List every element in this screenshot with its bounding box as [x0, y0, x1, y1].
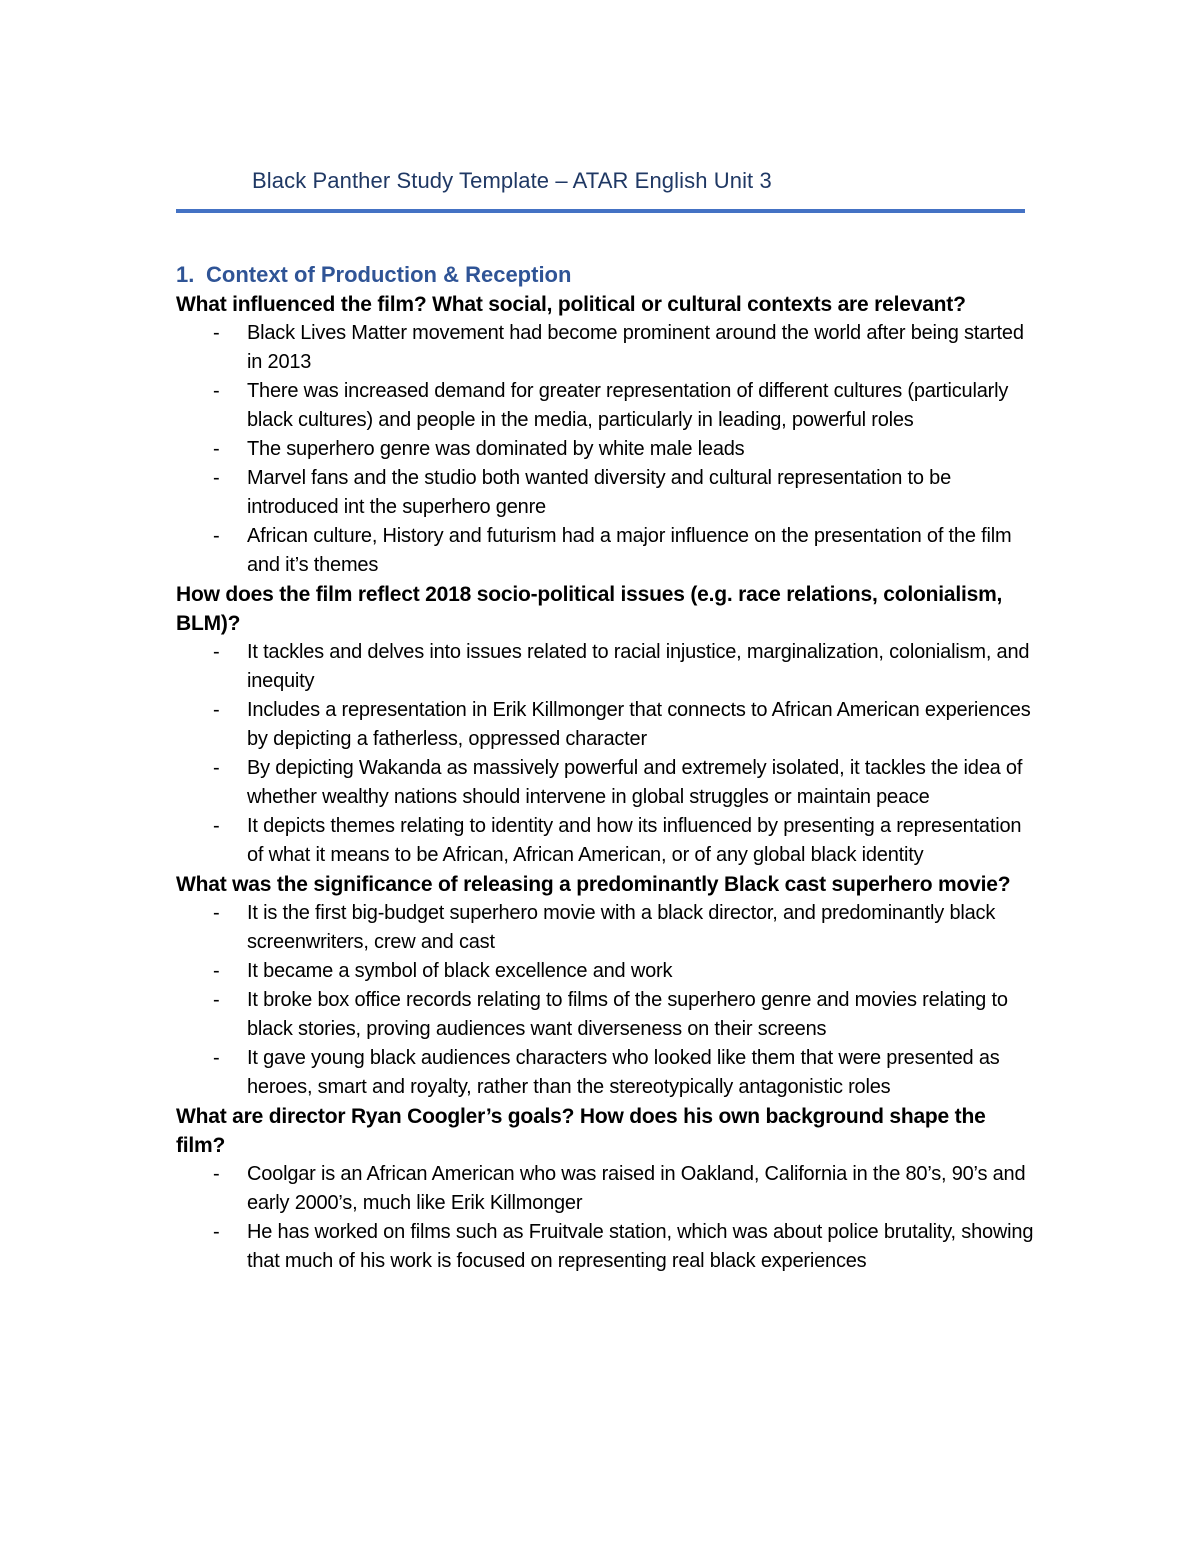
document-body: [176, 260, 1036, 1276]
bullet-text: It broke box office records relating to films of the superhero genre and movies relating to black stories, proving audiences want diverseness on their screens: [247, 989, 1008, 1040]
bullet-text: Marvel fans and the studio both wanted diversity and cultural representation to be introduced int the superhero genre: [247, 467, 952, 518]
bullet-item: [176, 1160, 1036, 1218]
bullet-text: It became a symbol of black excellence and work: [247, 960, 673, 982]
bullet-item: [176, 377, 1036, 435]
dash-marker: -: [213, 699, 220, 721]
bullet-item: [176, 464, 1036, 522]
bullet-item: [176, 812, 1036, 870]
dash-marker: -: [213, 989, 220, 1011]
bullet-list: [176, 1160, 1036, 1276]
bullet-list: [176, 319, 1036, 580]
bullet-text: He has worked on films such as Fruitvale station, which was about police brutality, showing that much of his work is focused on representing real black experiences: [247, 1221, 1034, 1272]
dash-marker: -: [213, 1221, 220, 1243]
bullet-text: Black Lives Matter movement had become prominent around the world after being started in 2013: [247, 322, 1024, 373]
bullet-text: Includes a representation in Erik Killmonger that connects to African American experiences by depicting a fatherless, oppressed character: [247, 699, 1031, 750]
dash-marker: -: [213, 1163, 220, 1185]
bullet-item: [176, 435, 1036, 464]
bullet-item: [176, 319, 1036, 377]
question-heading: What are director Ryan Coogler’s goals? How does his own background shape the film?: [176, 1105, 986, 1157]
bullet-item: [176, 1218, 1036, 1276]
bullet-text: It depicts themes relating to identity and how its influenced by presenting a representation of what it means to be African, African American, or of any global black identity: [247, 815, 1022, 866]
question-heading: What was the significance of releasing a predominantly Black cast superhero movie?: [176, 873, 1011, 896]
dash-marker: -: [213, 902, 220, 924]
document-title: Black Panther Study Template – ATAR English Unit 3: [252, 168, 772, 193]
section-heading-text: Context of Production & Reception: [206, 262, 572, 287]
dash-marker: -: [213, 960, 220, 982]
bullet-text: Coolgar is an African American who was raised in Oakland, California in the 80’s, 90’s and early 2000’s, much like Erik Killmonger: [247, 1163, 1026, 1214]
bullet-list: [176, 899, 1036, 1102]
bullet-text: African culture, History and futurism had a major influence on the presentation of the film and it’s themes: [247, 525, 1012, 576]
section-heading: [176, 260, 1036, 290]
bullet-item: [176, 957, 1036, 986]
bullet-text: There was increased demand for greater representation of different cultures (particularly black cultures) and people in the media, particularly in leading, powerful roles: [247, 380, 1009, 431]
bullet-text: By depicting Wakanda as massively powerful and extremely isolated, it tackles the idea of whether wealthy nations should intervene in global struggles or maintain peace: [247, 757, 1023, 808]
bullet-list: [176, 638, 1036, 870]
title-underline: [176, 209, 1025, 213]
dash-marker: -: [213, 380, 220, 402]
dash-marker: -: [213, 322, 220, 344]
bullet-item: [176, 986, 1036, 1044]
bullet-text: It is the first big-budget superhero movie with a black director, and predominantly black screenwriters, crew and cast: [247, 902, 996, 953]
bullet-text: It tackles and delves into issues related to racial injustice, marginalization, colonialism, and inequity: [247, 641, 1030, 692]
dash-marker: -: [213, 641, 220, 663]
bullet-item: [176, 1044, 1036, 1102]
bullet-item: [176, 754, 1036, 812]
question-heading: What influenced the film? What social, political or cultural contexts are relevant?: [176, 293, 966, 316]
dash-marker: -: [213, 757, 220, 779]
dash-marker: -: [213, 438, 220, 460]
question-heading: How does the film reflect 2018 socio-political issues (e.g. race relations, colonialism, BLM)?: [176, 583, 1003, 635]
bullet-item: [176, 696, 1036, 754]
bullet-item: [176, 899, 1036, 957]
dash-marker: -: [213, 525, 220, 547]
dash-marker: -: [213, 815, 220, 837]
bullet-item: [176, 638, 1036, 696]
section-number: 1.: [176, 262, 195, 287]
dash-marker: -: [213, 467, 220, 489]
bullet-item: [176, 522, 1036, 580]
dash-marker: -: [213, 1047, 220, 1069]
bullet-text: The superhero genre was dominated by white male leads: [247, 438, 745, 460]
bullet-text: It gave young black audiences characters who looked like them that were presented as heroes, smart and royalty, rather than the stereotypically antagonistic roles: [247, 1047, 1000, 1098]
